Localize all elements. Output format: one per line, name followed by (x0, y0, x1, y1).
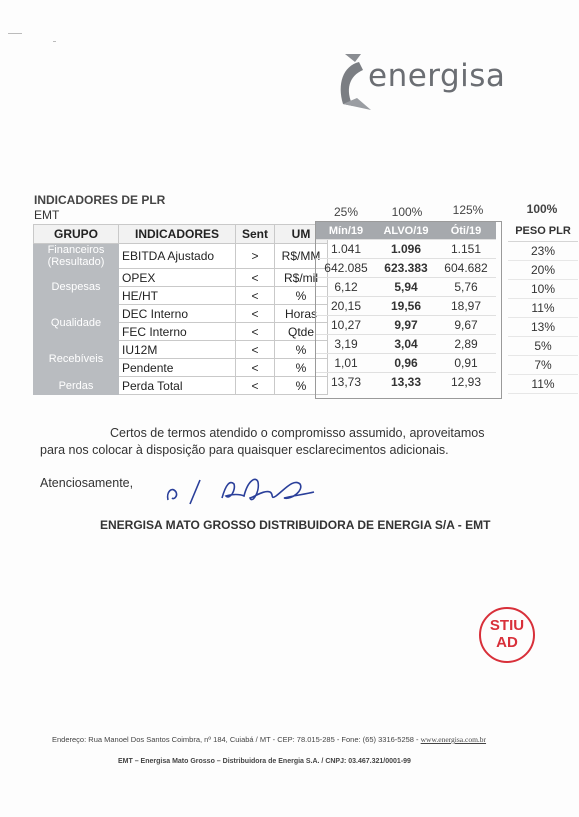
targets-row (316, 259, 496, 278)
target-oti: 0,91 (436, 354, 496, 373)
target-oti: 18,97 (436, 297, 496, 316)
target-oti: 9,67 (436, 316, 496, 335)
target-oti: 1.151 (436, 240, 496, 259)
indicator-um: Horas (275, 305, 328, 323)
indicator-um: R$/MM (275, 244, 328, 269)
indicator-sent: < (236, 287, 275, 305)
peso-value: 11% (508, 299, 578, 318)
table-row (34, 244, 328, 269)
indicator-um: % (275, 359, 328, 377)
targets-row (316, 297, 496, 316)
target-min: 3,19 (316, 335, 376, 354)
footer-website[interactable]: www.energisa.com.br (420, 735, 487, 744)
scan-mark (8, 33, 22, 34)
target-oti: 12,93 (436, 373, 496, 392)
stamp-line1: STIU (489, 617, 525, 634)
target-min: 642.085 (316, 259, 376, 278)
group-financeiros: Financeiros (Resultado) (34, 244, 119, 269)
peso-value: 20% (508, 261, 578, 280)
stamp (479, 607, 535, 663)
target-oti: 2,89 (436, 335, 496, 354)
pct-peso: 100% (526, 202, 558, 216)
peso-value: 13% (508, 318, 578, 337)
target-min: 1,01 (316, 354, 376, 373)
section-title: INDICADORES DE PLR (34, 193, 166, 207)
target-min: 6,12 (316, 278, 376, 297)
section-subtitle: EMT (34, 208, 60, 222)
indicator-sent: < (236, 269, 275, 287)
indicator-um: % (275, 287, 328, 305)
greeting: Atenciosamente, (40, 476, 134, 490)
company-name: ENERGISA MATO GROSSO DISTRIBUIDORA DE ENERGIA S/A - EMT (100, 518, 491, 532)
target-alvo: 9,97 (376, 316, 436, 335)
table-row (34, 269, 328, 287)
indicator-sent: < (236, 341, 275, 359)
indicator-um: % (275, 377, 328, 395)
indicator-um: Qtde (275, 323, 328, 341)
peso-column (508, 222, 578, 394)
targets-row (316, 373, 496, 392)
energisa-logo (335, 50, 525, 112)
peso-value: 5% (508, 337, 578, 356)
brand-name: energisa (368, 58, 506, 94)
indicator-sent: < (236, 377, 275, 395)
group-qualidade: Qualidade (34, 305, 119, 341)
targets-row (316, 354, 496, 373)
target-min: 13,73 (316, 373, 376, 392)
peso-value: 23% (508, 242, 578, 261)
indicator-sent: < (236, 359, 275, 377)
target-oti: 604.682 (436, 259, 496, 278)
peso-header: PESO PLR (508, 222, 578, 242)
target-alvo: 3,04 (376, 335, 436, 354)
group-despesas: Despesas (34, 269, 119, 305)
pct-alvo: 100% (391, 205, 423, 219)
header-indicadores: INDICADORES (119, 225, 236, 244)
table-row (34, 341, 328, 359)
paragraph-line: Certos de termos atendido o compromisso assumido, aproveitamos (110, 426, 485, 440)
indicator-sent: < (236, 305, 275, 323)
indicator-name: OPEX (119, 269, 236, 287)
closing-paragraph (40, 425, 540, 459)
target-min: 20,15 (316, 297, 376, 316)
header-oti: Óti/19 (436, 222, 496, 240)
group-recebiveis: Recebíveis (34, 341, 119, 377)
header-sent: Sent (236, 225, 275, 244)
targets-table (316, 222, 496, 391)
table-row (34, 377, 328, 395)
paragraph-line: para nos colocar à disposição para quaisquer esclarecimentos adicionais. (40, 443, 449, 457)
indicator-name: EBITDA Ajustado (119, 244, 236, 269)
target-alvo: 19,56 (376, 297, 436, 316)
targets-row (316, 278, 496, 297)
pct-oti: 125% (452, 203, 484, 217)
indicator-name: Perda Total (119, 377, 236, 395)
indicator-name: Pendente (119, 359, 236, 377)
target-alvo: 1.096 (376, 240, 436, 259)
indicators-table (33, 224, 328, 395)
table-row (34, 305, 328, 323)
indicator-name: IU12M (119, 341, 236, 359)
signature-mark (160, 470, 330, 510)
indicator-sent: < (236, 323, 275, 341)
indicator-um: % (275, 341, 328, 359)
indicator-name: FEC Interno (119, 323, 236, 341)
indicator-name: DEC Interno (119, 305, 236, 323)
target-oti: 5,76 (436, 278, 496, 297)
indicator-name: HE/HT (119, 287, 236, 305)
peso-value: 11% (508, 375, 578, 394)
header-alvo: ALVO/19 (376, 222, 436, 240)
table-header-row (34, 225, 328, 244)
header-min: Mín/19 (316, 222, 376, 240)
target-alvo: 13,33 (376, 373, 436, 392)
peso-value: 7% (508, 356, 578, 375)
peso-value: 10% (508, 280, 578, 299)
targets-row (316, 335, 496, 354)
target-alvo: 5,94 (376, 278, 436, 297)
footer-legal: EMT – Energisa Mato Grosso – Distribuidora de Energia S.A. / CNPJ: 03.467.321/0001-99 (118, 758, 411, 765)
header-um: UM (275, 225, 328, 244)
target-alvo: 623.383 (376, 259, 436, 278)
target-min: 10,27 (316, 316, 376, 335)
targets-row (316, 240, 496, 259)
target-min: 1.041 (316, 240, 376, 259)
targets-row (316, 316, 496, 335)
target-alvo: 0,96 (376, 354, 436, 373)
pct-min: 25% (333, 205, 359, 219)
scan-mark (53, 41, 56, 42)
header-grupo: GRUPO (34, 225, 119, 244)
group-perdas: Perdas (34, 377, 119, 395)
footer-address (52, 735, 522, 744)
targets-header-row (316, 222, 496, 240)
footer-address-text: Endereço: Rua Manoel Dos Santos Coimbra, nº 184, Cuiabá / MT - CEP: 78.015-285 - Fone: (65) 3316-5258 - (52, 735, 421, 744)
indicator-um: R$/mil (275, 269, 328, 287)
indicator-sent: > (236, 244, 275, 269)
stamp-line2: AD (496, 634, 518, 651)
